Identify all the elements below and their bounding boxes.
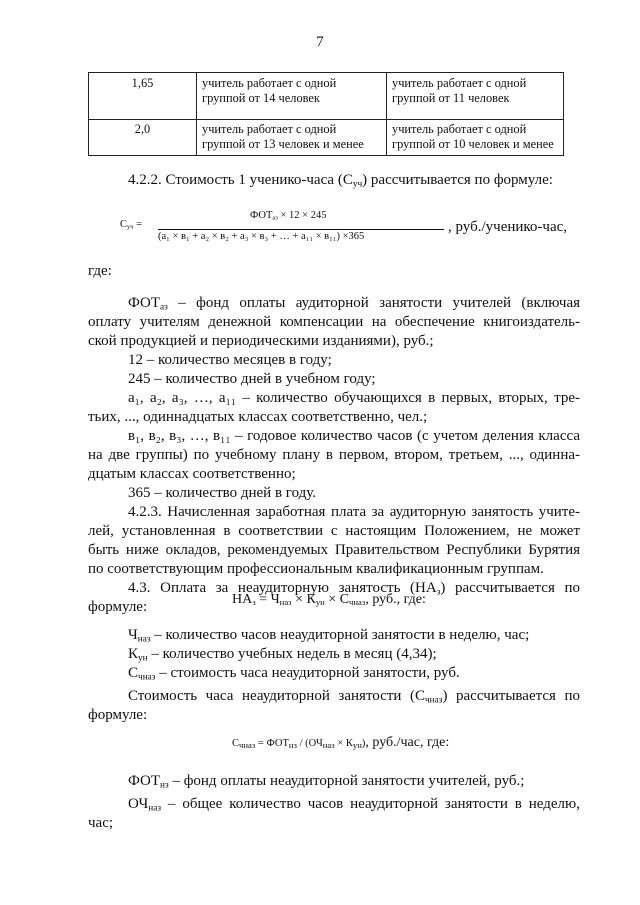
table-cell-coefficient	[89, 73, 197, 120]
text: – количество учебных недель в месяц (4,34);	[147, 646, 437, 662]
text: С	[128, 665, 139, 681]
fot-az-definition	[88, 294, 580, 313]
page-number: 7	[316, 34, 324, 50]
formula1-unit: , руб./ученико-час,	[448, 219, 568, 235]
definitions-block-3	[88, 772, 580, 833]
text-line: по соответствующим профессиональным квалификационным группам.	[88, 561, 544, 577]
cost-paragraph	[88, 687, 580, 706]
text: ОЧ	[128, 796, 149, 812]
cell-text: группой от 10 человек и менее	[392, 137, 554, 151]
text: × 12 × 245	[277, 210, 327, 221]
text: ) рассчитывается по	[442, 688, 580, 704]
section-4-2-2-heading	[128, 172, 553, 189]
subscript: уч	[127, 223, 134, 231]
text-line: быть ниже окладов, рекомендуемых Правительством Республики Бурятия	[88, 542, 580, 558]
coefficient-value: 1,65	[131, 76, 154, 90]
text-line: тьих, ..., одиннадцатых классах соответственно, чел.;	[88, 409, 428, 425]
text: ФОТ	[128, 295, 161, 311]
text: С	[120, 219, 128, 230]
subscript: з	[436, 587, 441, 598]
year-days-definition: 365 – количество дней в году.	[128, 485, 317, 501]
definitions-block-2	[88, 626, 580, 725]
subscript: аз	[272, 214, 278, 222]
text-line: формуле:	[88, 707, 148, 723]
text: – фонд оплаты неаудиторной занятости учителей, руб.;	[168, 773, 525, 789]
text-line: дцатым классах соответственно;	[88, 466, 296, 482]
text: НА	[232, 592, 253, 607]
text: , руб./час, где:	[365, 735, 450, 750]
subscript: чназ	[138, 672, 156, 683]
text: × С	[324, 592, 350, 607]
text: )	[361, 738, 366, 749]
text: ) рассчитывается по формуле:	[362, 172, 553, 188]
text: × К	[291, 592, 316, 607]
text-line: час;	[88, 815, 114, 831]
subscript: ун	[352, 740, 362, 751]
text: – количество часов неаудиторной занятости в неделю, час;	[150, 627, 530, 643]
cell-text: учитель работает с одной	[392, 76, 527, 90]
cell-text: группой от 11 человек	[392, 91, 510, 105]
text: ФОТ	[128, 773, 161, 789]
text: – общее количество часов неаудиторной занятости в неделю,	[161, 796, 580, 812]
text-line: на две группы) по учебному плану в первом, втором, третьем, ..., одинна-	[88, 447, 580, 463]
text: С	[232, 738, 240, 749]
subscript: ун	[315, 597, 325, 608]
formula1-denominator: (а₁ × в₁ + а₂ × в₂ + а₃ × в₃ + … + а₁₁ × в₁₁) ×365	[158, 231, 365, 242]
section-4-2-3: 4.2.3. Начисленная заработная плата за аудиторную занятость учите-	[128, 504, 580, 520]
coefficient-table	[88, 72, 564, 156]
text: × К	[334, 738, 353, 749]
subscript: чназ	[239, 740, 256, 751]
k-definition	[88, 645, 580, 664]
text: =	[133, 219, 143, 230]
text: К	[128, 646, 139, 662]
study-days-definition: 245 – количество дней в учебном году;	[128, 371, 376, 387]
text: ) рассчитывается по	[440, 580, 580, 596]
text: 4.3. Оплата за неаудиторную занятость (НА	[128, 580, 437, 596]
cell-text: группой от 13 человек и менее	[202, 137, 364, 151]
text: 4.2.2. Стоимость 1 ученико-часа (С	[128, 172, 353, 188]
fraction-line	[158, 229, 444, 230]
table-row	[89, 120, 564, 156]
formula1-numerator	[250, 210, 326, 221]
text-line: формуле:	[88, 599, 148, 615]
definitions-block	[88, 294, 580, 617]
cell-text: учитель работает с одной	[202, 122, 337, 136]
formula2	[232, 592, 426, 608]
table-cell-condition	[387, 120, 564, 156]
text: – стоимость часа неаудиторной занятости, руб.	[155, 665, 460, 681]
fot-nz-definition	[88, 772, 580, 791]
subscript: наз	[137, 634, 151, 645]
text: ФОТ	[250, 210, 273, 221]
table-cell-condition	[197, 120, 387, 156]
subscript: чназ	[349, 597, 366, 608]
text: , руб., где:	[365, 592, 426, 607]
subscript: наз	[322, 740, 335, 751]
text: / (ОЧ	[296, 738, 323, 749]
cell-text: учитель работает с одной	[202, 76, 337, 90]
cell-text: группой от 14 человек	[202, 91, 320, 105]
b-definition: в₁, в₂, в₃, …, в₁₁ – годовое количество часов (с учетом деления класса	[128, 428, 580, 444]
ch-definition	[88, 626, 580, 645]
text-line: ской продукцией и периодическими изданиями), руб.;	[88, 333, 434, 349]
subscript: ун	[138, 653, 148, 664]
formula3	[232, 735, 449, 751]
table-cell-condition	[197, 73, 387, 120]
text: Стоимость часа неаудиторной занятости (С	[128, 688, 425, 704]
table-row	[89, 73, 564, 120]
text: – фонд оплаты аудиторной занятости учителей (включая	[167, 295, 580, 311]
months-definition: 12 – количество месяцев в году;	[128, 352, 332, 368]
subscript: наз	[279, 597, 292, 608]
subscript: з	[252, 597, 256, 608]
subscript: уч	[352, 179, 363, 190]
text: = ФОТ	[255, 738, 289, 749]
subscript: аз	[160, 302, 168, 313]
subscript: нз	[160, 780, 169, 791]
coefficient-value: 2,0	[134, 122, 151, 136]
text-line: лей, установленная в соответствии с настоящим Положением, не может	[88, 523, 580, 539]
och-definition	[88, 795, 580, 814]
table-cell-condition	[387, 73, 564, 120]
where-label: где:	[88, 263, 112, 279]
formula1-lhs	[120, 219, 142, 230]
cell-text: учитель работает с одной	[392, 122, 527, 136]
text: Ч	[128, 627, 138, 643]
table-cell-coefficient	[89, 120, 197, 156]
a-definition: а₁, а₂, а₃, …, а₁₁ – количество обучающихся в первых, вторых, тре-	[128, 390, 580, 406]
text: = Ч	[255, 592, 280, 607]
c-definition	[88, 664, 580, 683]
subscript: чназ	[425, 695, 443, 706]
text-line: оплату учителям денежной компенсации на обеспечение книгоиздатель-	[88, 314, 580, 330]
subscript: наз	[148, 803, 161, 814]
subscript: нз	[288, 740, 297, 751]
